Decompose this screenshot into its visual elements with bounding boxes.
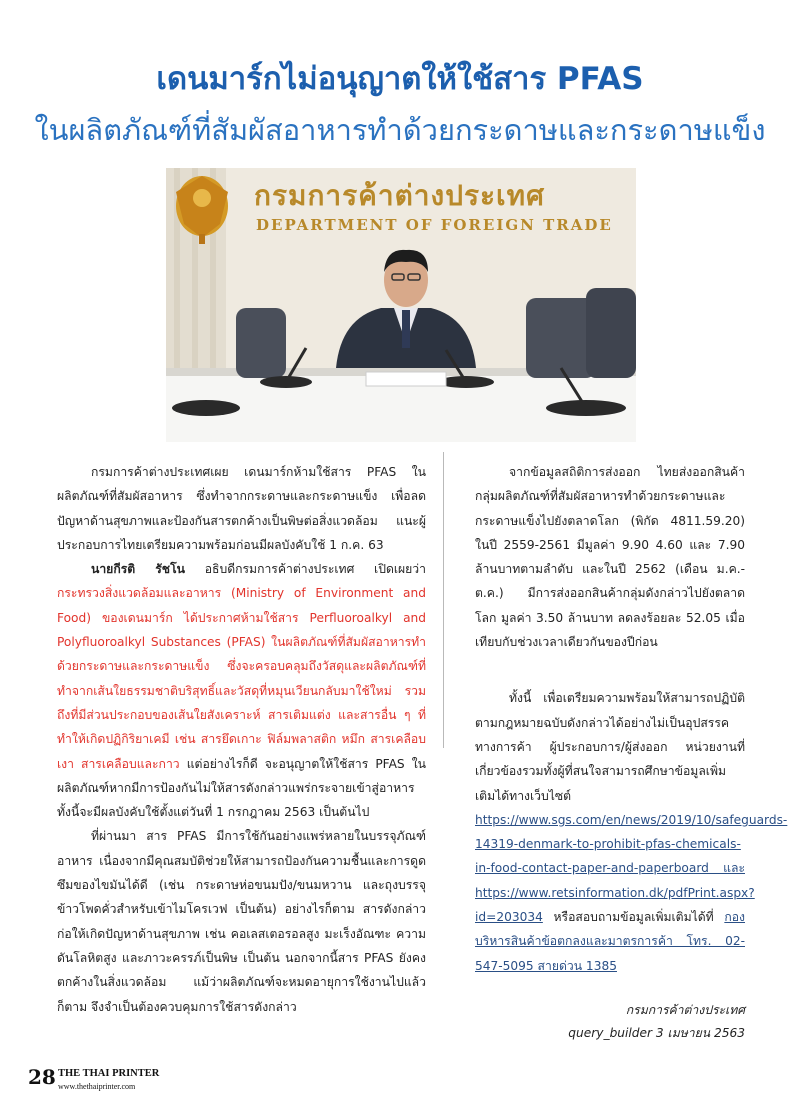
article-text: อธิบดีกรมการค้าต่างประเทศ เปิดเผยว่า [184,562,426,577]
reference-links[interactable]: https://www.sgs.com/en/news/2019/10/safeguards-14319-denmark-to-prohibit-pfas-chemicals-in-food-contact-paper-and-paperboard และ https://www.retsinformation.dk/pdfPrint.aspx?id=203034 [475,812,788,925]
photo-sign-thai: กรมการค้าต่างประเทศ [254,179,545,212]
magazine-website[interactable]: www.thethaiprinter.com [58,1082,136,1091]
article-paragraph [57,557,426,824]
article-right-column [475,460,788,978]
magazine-name: THE THAI PRINTER [58,1068,160,1079]
press-photo [166,168,636,442]
article-paragraph: กรมการค้าต่างประเทศเผย เดนมาร์กห้ามใช้สาร PFAS ในผลิตภัณฑ์ที่สัมผัสอาหาร ซึ่งทำจากกระดาษและกระดาษแข็ง เพื่อลดปัญหาด้านสุขภาพและป้องกันสารตกค้างเป็นพิษต่อสิ่งแวดล้อม แนะผู้ประกอบการไทยเตรียมความพร้อมก่อนมีผลบังคับใช้ 1 ก.ค. 63 [57,465,426,552]
photo-sign-english: DEPARTMENT OF FOREIGN TRADE [256,216,613,234]
article-text: หรือสอบถามข้อมูลเพิ่มเติมได้ที่ [542,910,725,925]
article-text: แต่อย่างไรก็ดี จะอนุญาตให้ใช้สาร PFAS ในผลิตภัณฑ์หากมีการป้องกันไม่ให้สารดังกล่าวแพร่กระจายเข้าสู่อาหาร ทั้งนี้จะมีผลบังคับใช้ตั้งแต่วันที่ 1 กรกฎาคม 2563 เป็นต้นไป [57,756,426,820]
headline-subtitle: ในผลิตภัณฑ์ที่สัมผัสอาหารทำด้วยกระดาษและกระดาษแข็ง [34,113,766,147]
paragraph-gap [475,654,745,686]
highlighted-text: กระทรวงสิ่งแวดล้อมและอาหาร (Ministry of Environment and Food) ของเดนมาร์ก ได้ประกาศห้ามใช้สาร Perfluoroalkyl and Polyfluoroalkyl Substances (PFAS) ในผลิตภัณฑ์ที่สัมผัสอาหารทำด้วยกระดาษและกระดาษแข็ง ซึ่งจะครอบคลุมถึงวัสดุและผลิตภัณฑ์ที่ทำจากเส้นใยธรรมชาติบริสุทธิ์และวัสดุที่หมุนเวียนกลับมาใช้ใหม่ รวมถึงที่มีส่วนประกอบของเส้นใยสังเคราะห์ สารเติมแต่ง และสารอื่น ๆ ที่ทำให้เกิดปฏิกิริยาเคมี เช่น สารยึดเกาะ ฟิล์มพลาสติก หมึก สารเคลือบเงา สารเคลือบและกาว [57,586,426,771]
contact-info[interactable]: กองบริหารสินค้าข้อตกลงและมาตรการค้า โทร. 02-547-5095 สายด่วน 1385 [475,910,745,973]
signature-organization: กรมการค้าต่างประเทศ [625,1003,745,1017]
article-paragraph: ที่ผ่านมา สาร PFAS มีการใช้กันอย่างแพร่หลายในบรรจุภัณฑ์อาหาร เนื่องจากมีคุณสมบัติช่วยให้สามารถป้องกันความชื้นและการดูดซึมของไขมันได้ดี (เช่น กระดาษห่อขนมปัง/ขนมหวาน และถุงบรรจุข้าวโพดคั่วสำหรับเข้าไมโครเวฟ เป็นต้น) อย่างไรก็ตาม สารดังกล่าวก่อให้เกิดปัญหาด้านสุขภาพ เช่น คอเลสเตอรอลสูง มะเร็งอัณฑะ ความดันโลหิตสูง และภาวะครรภ์เป็นพิษ เป็นต้น นอกจากนี้สาร PFAS ยังคงตกค้างในสิ่งแวดล้อม แม้ว่าผลิตภัณฑ์จะหมดอายุการใช้งานไปแล้วก็ตาม จึงจำเป็นต้องควบคุมการใช้สารดังกล่าว [57,829,426,1014]
official-name: นายกีรติ รัชโน [91,562,185,577]
article-paragraph [475,686,788,978]
article-paragraph: จากข้อมูลสถิติการส่งออก ไทยส่งออกสินค้ากลุ่มผลิตภัณฑ์ที่สัมผัสอาหารทำด้วยกระดาษและกระดาษแข็งไปยังตลาดโลก (พิกัด 4811.59.20) ในปี 2559-2561 มีมูลค่า 9.90 4.60 และ 7.90 ล้านบาทตามลำดับ และในปี 2562 (เดือน ม.ค.-ต.ค.) มีการส่งออกสินค้ากลุ่มดังกล่าวไปยังตลาดโลก มูลค่า 3.50 ล้านบาท ลดลงร้อยละ 52.05 เมื่อเทียบกับช่วงเวลาเดียวกันของปีก่อน [475,465,745,650]
article-left-column [57,460,426,1019]
column-divider [443,452,444,748]
signature-date: query_builder 3 เมษายน 2563 [568,1026,745,1040]
page-number: 28 [28,1065,56,1089]
headline-title: เดนมาร์กไม่อนุญาตให้ใช้สาร PFAS [156,61,644,97]
article-text: ทั้งนี้ เพื่อเตรียมความพร้อมให้สามารถปฏิบัติตามกฎหมายฉบับดังกล่าวได้อย่างไม่เป็นอุปสรรคทางการค้า ผู้ประกอบการ/ผู้ส่งออก หน่วยงานที่เกี่ยวข้องรวมทั้งผู้ที่สนใจสามารถศึกษาข้อมูลเพิ่มเติมได้ทางเว็บไซต์ [475,691,745,803]
